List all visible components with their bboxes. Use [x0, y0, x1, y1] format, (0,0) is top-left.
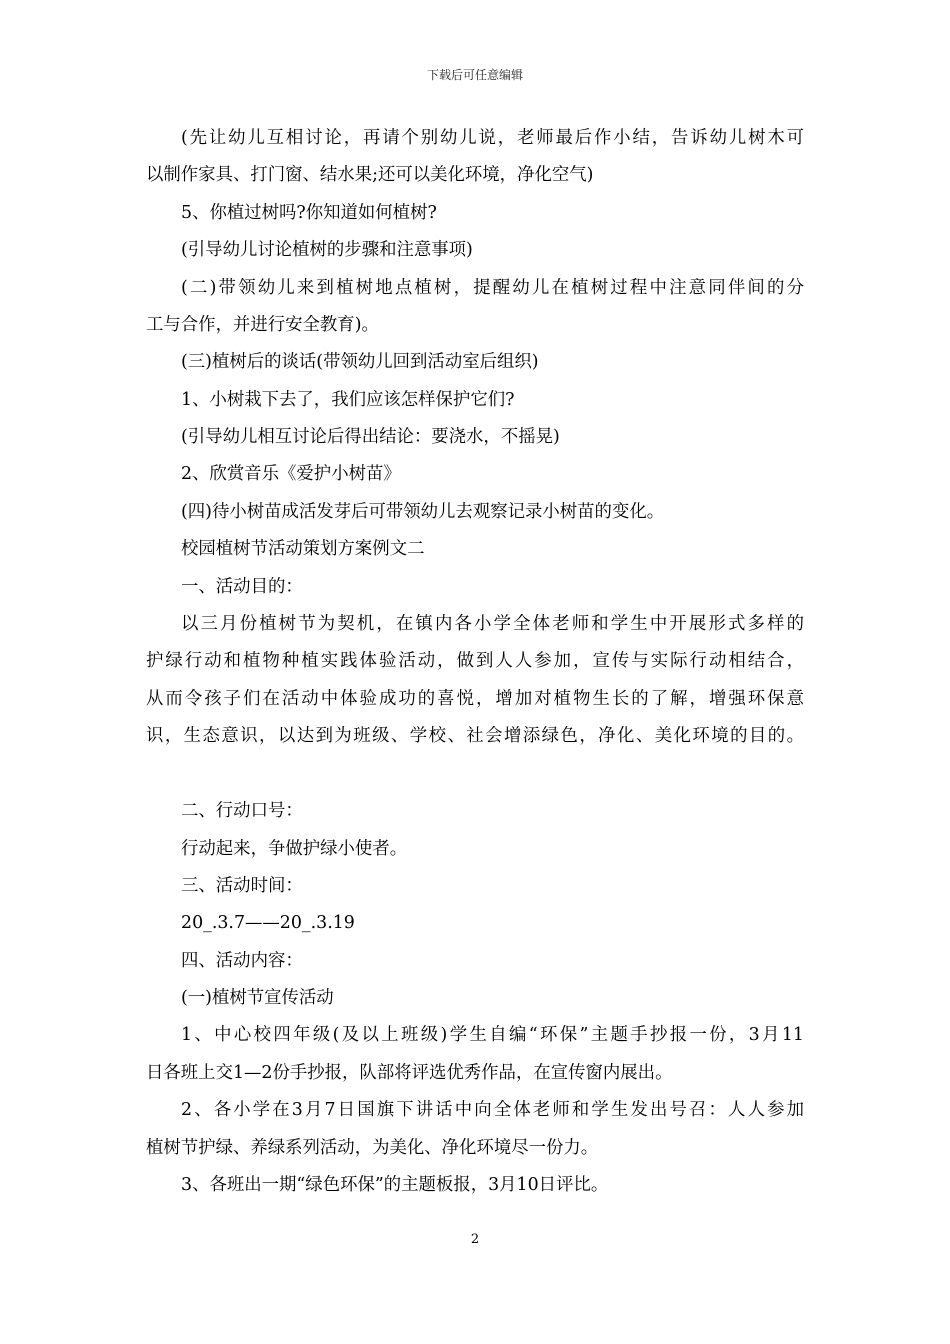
text-line: 5、你植过树吗?你知道如何植树? — [181, 203, 437, 223]
text-line: 2、各小学在3月7日国旗下讲话中向全体老师和学生发出号召：人人参加 — [181, 1100, 804, 1120]
text-line: (四)待小树苗成活发芽后可带领幼儿去观察记录小树苗的变化。 — [181, 502, 665, 522]
section-title: 校园植树节活动策划方案例文二 — [181, 539, 425, 559]
text-line: (三)植树后的谈话(带领幼儿回到活动室后组织) — [181, 352, 539, 372]
text-line: 植树节护绿、养绿系列活动，为美化、净化环境尽一份力。 — [146, 1138, 599, 1158]
text-line: 识，生态意识，以达到为班级、学校、社会增添绿色，净化、美化环境的目的。 — [146, 726, 804, 746]
text-line: (引导幼儿相互讨论后得出结论：要浇水，不摇晃) — [181, 427, 560, 447]
text-line: 工与合作，并进行安全教育)。 — [146, 315, 379, 335]
text-line: (二)带领幼儿来到植树地点植树，提醒幼儿在植树过程中注意同伴间的分 — [181, 278, 804, 298]
page-header: 下载后可任意编辑 — [426, 68, 523, 82]
text-line: 3、各班出一期“绿色环保”的主题板报，3月10日评比。 — [181, 1175, 609, 1195]
text-line: 日各班上交1—2份手抄报，队部将评选优秀作品，在宣传窗内展出。 — [146, 1063, 673, 1083]
text-line: (先让幼儿互相讨论，再请个别幼儿说，老师最后作小结，告诉幼儿树木可 — [181, 128, 804, 148]
text-line: 1、中心校四年级(及以上班级)学生自编“环保”主题手抄报一份，3月11 — [181, 1025, 804, 1045]
subheading: (一)植树节宣传活动 — [181, 988, 334, 1008]
heading: 四、活动内容： — [181, 951, 303, 971]
text-line: 20_.3.7——20_.3.19 — [181, 913, 355, 933]
text-line: 以三月份植树节为契机，在镇内各小学全体老师和学生中开展形式多样的 — [181, 614, 804, 634]
text-line: 以制作家具、打门窗、结水果;还可以美化环境，净化空气) — [146, 165, 594, 185]
text-line: 行动起来，争做护绿小使者。 — [181, 839, 408, 859]
text-line: 护绿行动和植物种植实践体验活动，做到人人参加，宣传与实际行动相结合， — [146, 651, 804, 671]
heading: 三、活动时间： — [181, 876, 303, 896]
text-line: (引导幼儿讨论植树的步骤和注意事项) — [181, 240, 473, 260]
page-number: 2 — [470, 1232, 480, 1247]
text-line: 1、小树栽下去了，我们应该怎样保护它们? — [181, 390, 515, 410]
heading: 二、行动口号： — [181, 801, 303, 821]
heading: 一、活动目的： — [181, 577, 303, 597]
text-line: 2、欣赏音乐《爱护小树苗》 — [181, 464, 401, 484]
text-line: 从而令孩子们在活动中体验成功的喜悦，增加对植物生长的了解，增强环保意 — [146, 689, 804, 709]
